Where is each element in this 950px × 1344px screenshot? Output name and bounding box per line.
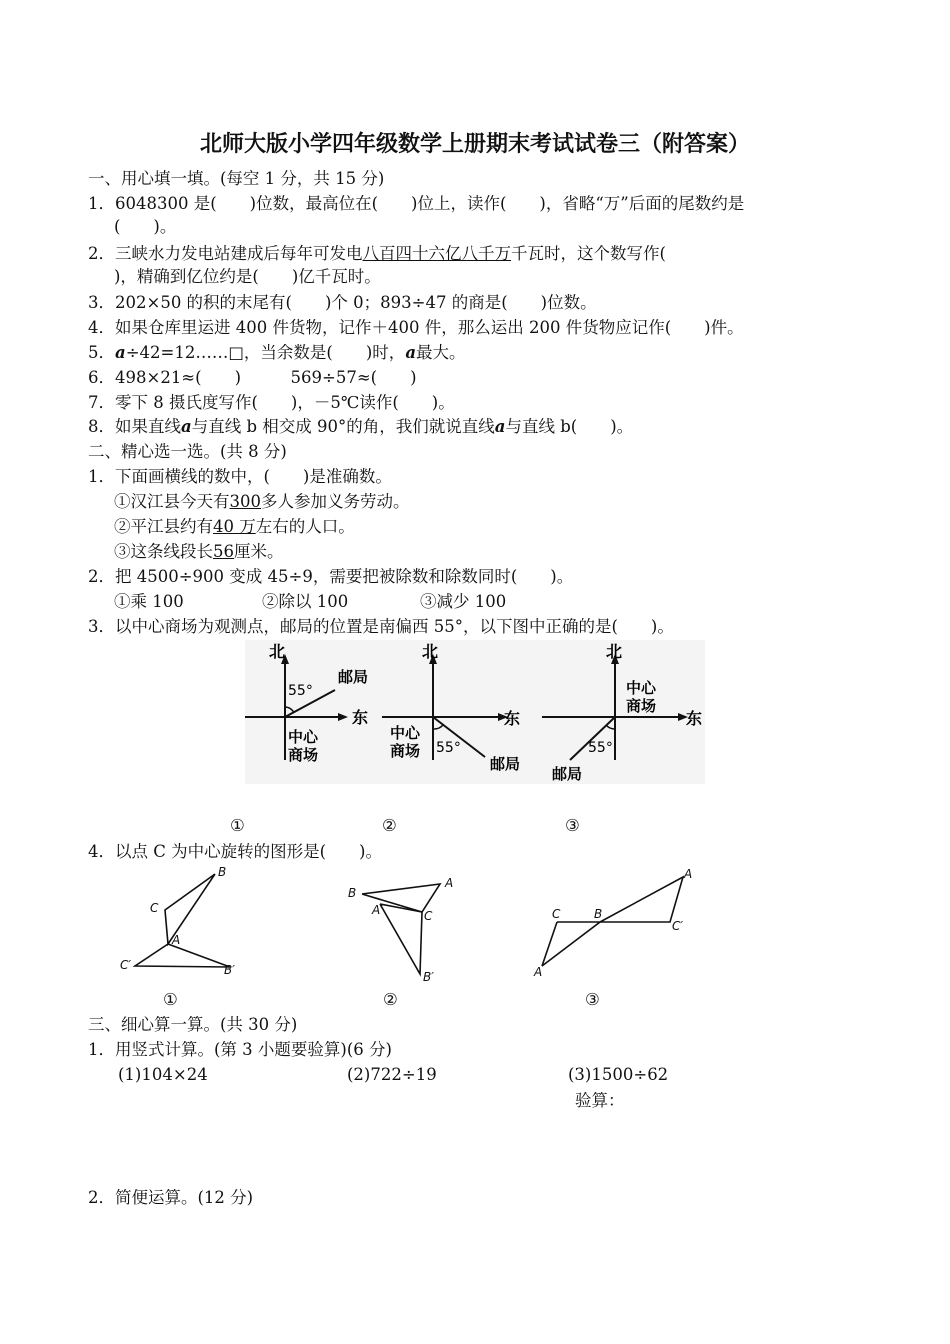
north-label: 北 [269,642,286,661]
q8-pre: 8．如果直线 [88,417,181,436]
opt2-post: 左右的人口。 [255,517,355,536]
question-2-1-option1 [114,491,410,513]
opt1-post: 多人参加义务劳动。 [261,492,410,511]
post-office-label: 邮局 [552,765,583,783]
q4-option-2-label: ② [383,990,398,1009]
rotation-figure-3 [542,877,683,966]
segment-lower [542,922,600,966]
post-office-label: 邮局 [338,668,369,686]
fig3-label-B: B [594,907,603,921]
center-label-2: 商场 [390,742,421,760]
section-2-heading: 二、精心选一选。(共 8 分) [88,442,287,461]
q5-var-a2: a [405,343,417,362]
question-1-1-line1: 1．6048300 是( )位数，最高位在( )位上，读作( )，省略“万”后面的尾数约是 [88,194,745,213]
opt1-pre: ①汉江县今天有 [114,492,230,511]
triangle-transformed [135,944,230,967]
segment-upper [600,877,683,922]
rotation-figures [110,862,710,987]
center-label-1: 中心 [288,728,319,746]
calc-3: (3)1500÷62 [568,1065,669,1084]
question-1-4: 4．如果仓库里运进 400 件货物，记作＋400 件，那么运出 200 件货物应记作( )件。 [88,318,744,337]
q3-option-1-label: ① [230,816,245,835]
opt2-pre: ②平江县约有 [114,517,213,536]
fig3-label-Cp: C′ [672,919,684,933]
question-2-2-option2: ②除以 100 [262,592,349,611]
fig3-label-C: C [552,907,561,921]
question-3-1: 1．用竖式计算。(第 3 小题要验算)(6 分) [88,1040,392,1059]
fig1-label-Cp: C′ [120,958,132,972]
fig1-label-A: A [172,933,181,947]
q2-text-pre: 2．三峡水力发电站建成后每年可发电 [88,244,363,263]
q8-post: 与直线 b( )。 [505,417,634,436]
q2-text-post: 千瓦时，这个数写作( [511,244,666,263]
question-2-2-option1: ①乘 100 [114,592,184,611]
question-2-1-option2 [114,516,355,538]
opt2-underlined: 40 万 [213,517,256,536]
q5-mid: ÷42=12……□，当余数是( )时， [125,343,406,362]
question-1-3: 3．202×50 的积的末尾有( )个 0；893÷47 的商是( )位数。 [88,293,597,312]
calc-1: (1)104×24 [118,1065,208,1084]
fig2-label-Ap: A′ [372,903,383,917]
question-2-4: 4．以点 C 为中心旋转的图形是( )。 [88,842,382,861]
q4-option-3-label: ③ [585,990,600,1009]
fig2-label-C: C [424,909,433,923]
q8-var-a: a [181,417,192,436]
east-label: 东 [352,708,369,727]
fig2-label-B: B [348,886,357,900]
check-label: 验算： [575,1091,625,1110]
question-2-2: 2．把 4500÷900 变成 45÷9，需要把被除数和除数同时( )。 [88,567,574,586]
question-1-1-line2: ( )。 [114,217,177,236]
center-label-2: 商场 [626,697,657,715]
question-1-7: 7．零下 8 摄氏度写作( )，－5℃读作( )。 [88,393,455,412]
angle-label: 55° [588,740,613,756]
q3-option-2-label: ② [382,816,397,835]
triangle-rotated [380,904,422,974]
question-2-1-option3 [114,541,284,563]
question-2-1: 1．下面画横线的数中，( )是准确数。 [88,467,392,486]
q2-underlined-number: 八百四十六亿八千万 [362,244,511,263]
page-title: 北师大版小学四年级数学上册期末考试试卷三（附答案） [199,132,750,157]
question-2-2-option3: ③减少 100 [420,592,507,611]
center-label-2: 商场 [288,746,319,764]
question-1-6: 6．498×21≈( ) 569÷57≈( ) [88,368,417,387]
section-3-heading: 三、细心算一算。(共 30 分) [88,1015,298,1034]
post-office-label: 邮局 [490,755,521,773]
east-label: 东 [504,709,521,728]
question-1-8 [88,416,633,438]
q5-var-a: a [115,343,126,362]
rotation-figure-2 [362,884,440,974]
question-3-2: 2．简便运算。(12 分) [88,1188,254,1207]
angle-label: 55° [288,683,313,699]
fig2-label-Bp: B′ [423,970,434,984]
calc-2: (2)722÷19 [347,1065,437,1084]
fig1-label-B: B [218,865,227,879]
q3-option-3-label: ③ [565,816,580,835]
fig1-label-Bp: B′ [224,963,235,977]
fig1-label-C: C [150,901,159,915]
direction-figures [240,640,710,790]
section-1-heading: 一、用心填一填。(每空 1 分，共 15 分) [88,169,385,188]
question-1-5 [88,342,466,364]
q5-pre: 5． [88,343,115,362]
center-label-1: 中心 [626,679,657,697]
north-label: 北 [606,642,623,661]
fig3-label-A: A [684,867,693,881]
rotation-figure-1 [135,874,230,967]
center-label-1: 中心 [390,724,421,742]
opt1-underlined: 300 [229,492,261,511]
q4-option-1-label: ① [163,990,178,1009]
fig2-label-A: A [445,876,454,890]
question-2-3: 3．以中心商场为观测点，邮局的位置是南偏西 55°，以下图中正确的是( )。 [88,617,674,636]
question-1-2-line1 [88,243,666,265]
q8-mid: 与直线 b 相交成 90°的角，我们就说直线 [191,417,495,436]
q8-var-a2: a [494,417,506,436]
opt3-pre: ③这条线段长 [114,542,213,561]
question-1-2-line2: )，精确到亿位约是( )亿千瓦时。 [114,267,381,286]
fig3-label-A-bottom: A [534,965,543,979]
north-label: 北 [422,642,439,661]
east-label: 东 [686,709,703,728]
q5-post: 最大。 [416,343,466,362]
opt3-underlined: 56 [213,542,234,561]
angle-label: 55° [436,740,461,756]
opt3-post: 厘米。 [234,542,284,561]
